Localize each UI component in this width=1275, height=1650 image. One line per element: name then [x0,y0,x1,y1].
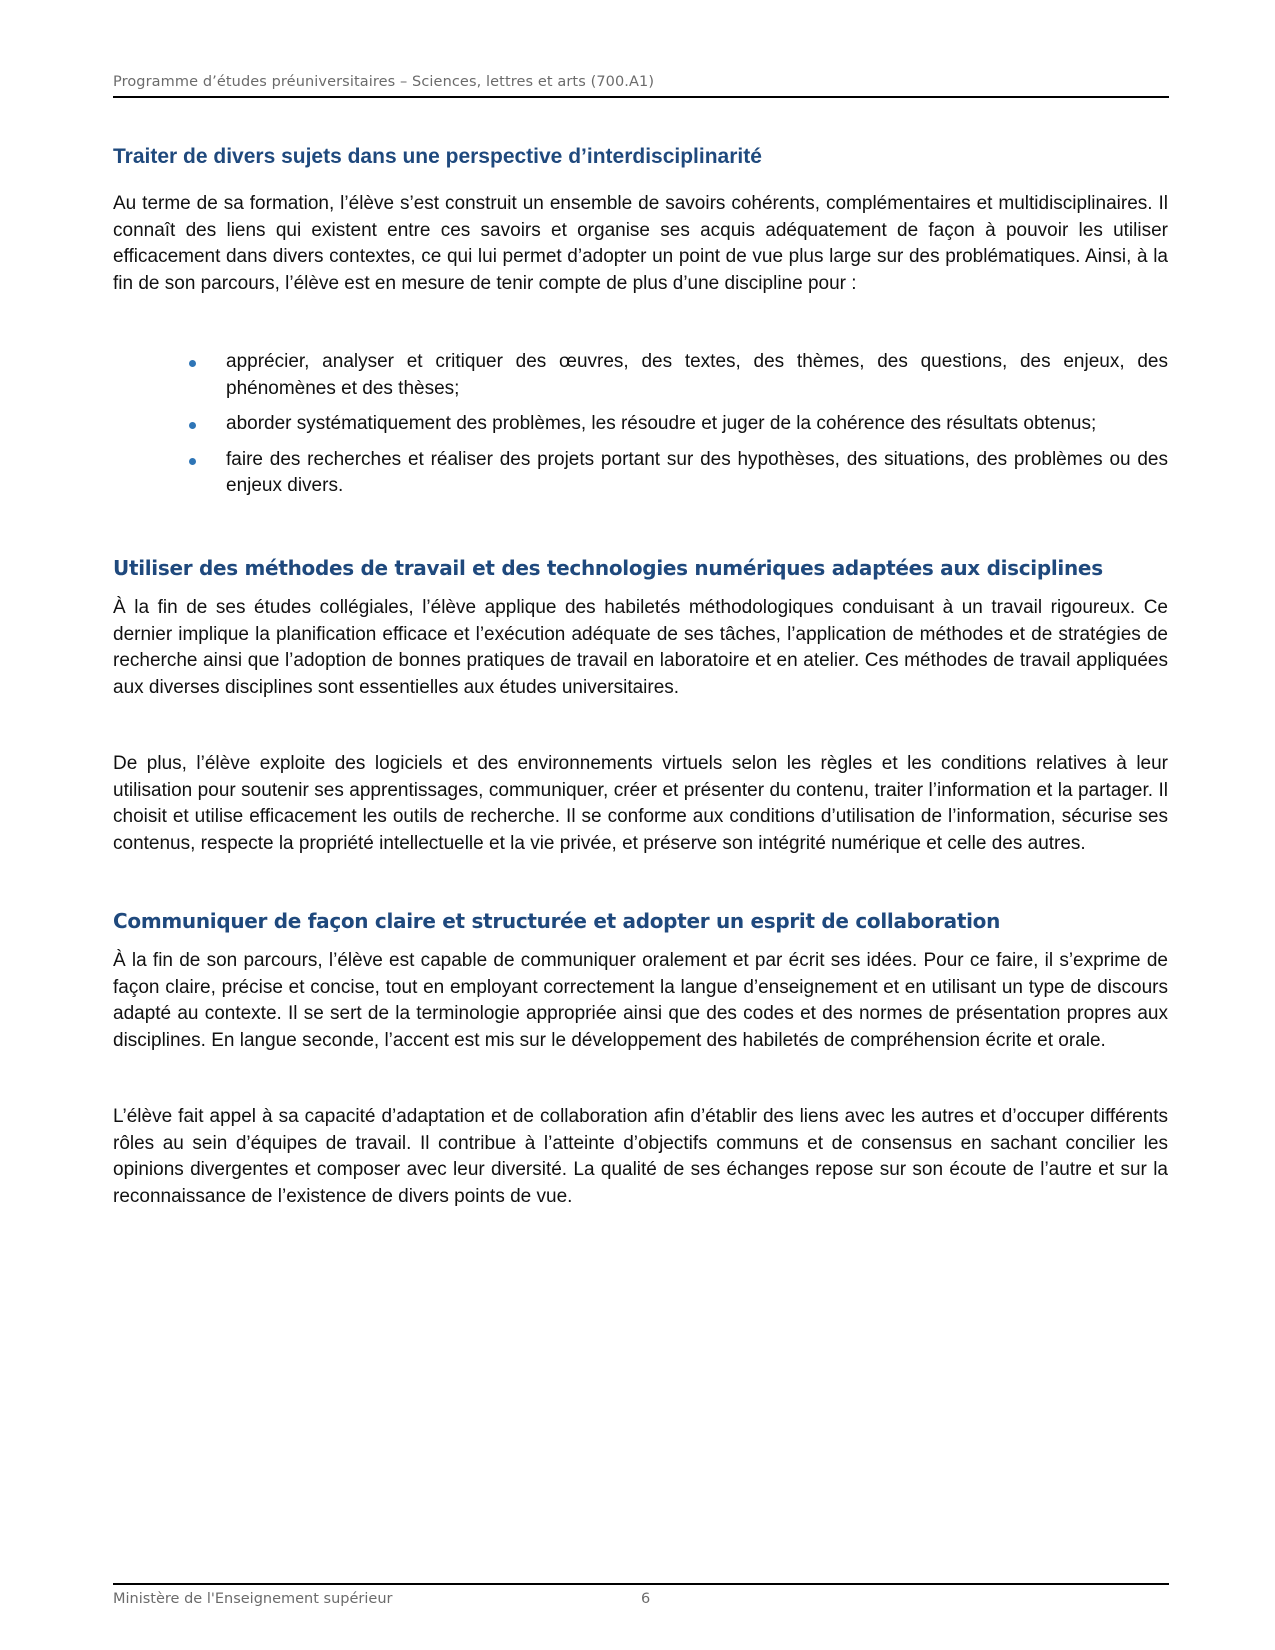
footer-rule [113,1583,1169,1585]
list-item [113,447,1168,500]
paragraph: De plus, l’élève exploite des logiciels et des environnements virtuels selon les règles et les conditions relatives à leur utilisation pour soutenir ses apprentissages, communiquer, créer et présenter du contenu, traiter l’information et la partager. Il choisit et utilise efficacement les outils de recherche. Il se conforme aux conditions d’utilisation de l’information, sécurise ses contenus, respecte la propriété intellectuelle et la vie privée, et préserve son intégrité numérique et celle des autres. [113,753,1168,854]
list-item [113,349,1168,402]
list-item-text: apprécier, analyser et critiquer des œuvres, des textes, des thèmes, des questions, des enjeux, des phénomènes et des thèses; [226,351,1168,399]
bullet-icon [189,458,196,465]
header-rule [113,96,1169,98]
bullet-icon [189,360,196,367]
page-number: 6 [641,1591,651,1607]
running-title: Programme d’études préuniversitaires – Sciences, lettres et arts (700.A1) [113,74,655,90]
section-heading-communication: Communiquer de façon claire et structurée et adopter un esprit de collaboration [113,909,1001,933]
section-heading-interdisciplinarity: Traiter de divers sujets dans une perspective d’interdisciplinarité [113,145,762,168]
paragraph: À la fin de son parcours, l’élève est capable de communiquer oralement et par écrit ses idées. Pour ce faire, il s’exprime de façon claire, précise et concise, tout en employant correctement la langue d’enseignement et en utilisant un type de discours adapté au contexte. Il se sert de la terminologie appropriée ainsi que des codes et des normes de présentation propres aux disciplines. En langue seconde, l’accent est mis sur le développement des habiletés de compréhension écrite et orale. [113,950,1168,1051]
bullet-list [113,349,1168,509]
list-item-text: aborder systématiquement des problèmes, les résoudre et juger de la cohérence des résultats obtenus; [226,413,1097,435]
footer-publisher: Ministère de l'Enseignement supérieur [113,1591,393,1607]
section-heading-methods: Utiliser des méthodes de travail et des technologies numériques adaptées aux disciplines [113,556,1103,580]
list-item [113,411,1168,438]
running-header [113,72,1168,92]
bullet-icon [189,422,196,429]
paragraph: L’élève fait appel à sa capacité d’adaptation et de collaboration afin d’établir des liens avec les autres et d’occuper différents rôles au sein d’équipes de travail. Il contribue à l’atteinte d’objectifs communs et de consensus en sachant concilier les opinions divergentes et composer avec leur diversité. La qualité de ses échanges repose sur son écoute de l’autre et sur la reconnaissance de l’existence de divers points de vue. [113,1106,1168,1207]
paragraph: À la fin de ses études collégiales, l’élève applique des habiletés méthodologiques conduisant à un travail rigoureux. Ce dernier implique la planification efficace et l’exécution adéquate de ses tâches, l’application de méthodes et de stratégies de recherche ainsi que l’adoption de bonnes pratiques de travail en laboratoire et en atelier. Ces méthodes de travail appliquées aux diverses disciplines sont essentielles aux études universitaires. [113,597,1168,698]
paragraph: Au terme de sa formation, l’élève s’est construit un ensemble de savoirs cohérents, complémentaires et multidisciplinaires. Il connaît des liens qui existent entre ces savoirs et organise ses acquis adéquatement de façon à pouvoir les utiliser efficacement dans divers contextes, ce qui lui permet d’adopter un point de vue plus large sur des problématiques. Ainsi, à la fin de son parcours, l’élève est en mesure de tenir compte de plus d’une discipline pour : [113,193,1168,294]
page-footer [113,1589,1168,1609]
list-item-text: faire des recherches et réaliser des projets portant sur des hypothèses, des situations, des problèmes ou des enjeux divers. [226,448,1168,497]
